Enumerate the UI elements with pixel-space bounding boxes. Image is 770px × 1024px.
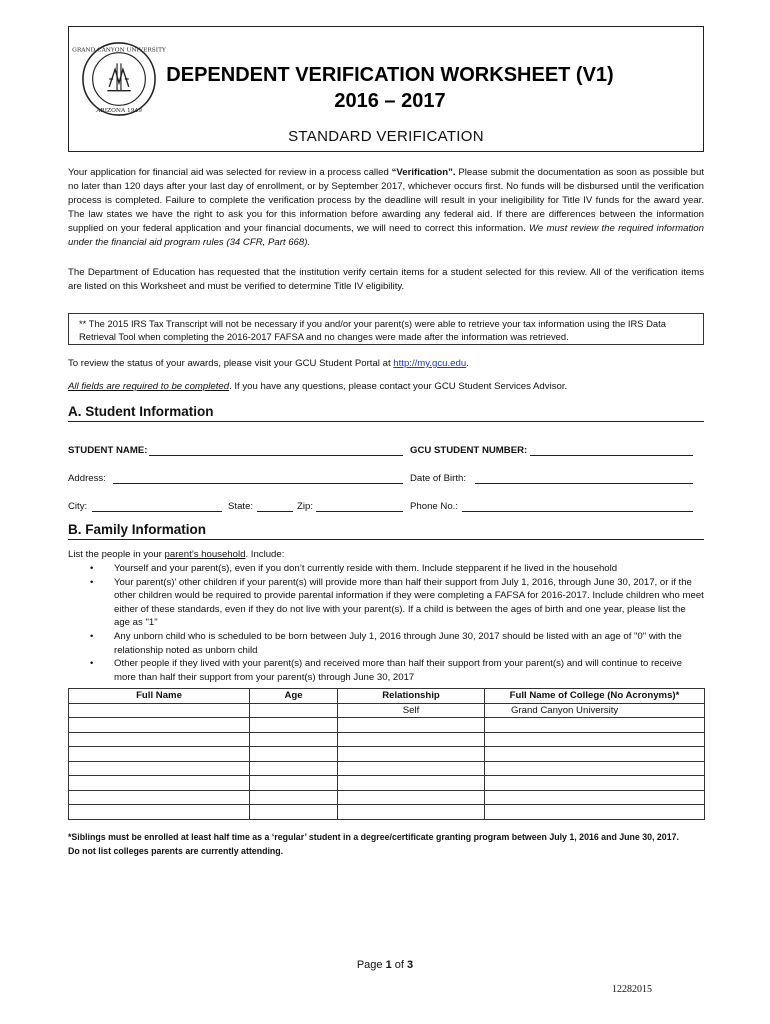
footnote-line-1: *Siblings must be enrolled at least half time as a ‘regular’ student in a degree/certificate granting program between July 1, 2016 and June 30, 2017. xyxy=(68,832,679,842)
cell-name[interactable] xyxy=(69,747,250,762)
dob-label: Date of Birth: xyxy=(410,473,466,484)
section-b-heading: B. Family Information xyxy=(68,522,704,540)
required-text: All fields are required to be completed xyxy=(68,381,230,392)
family-lead-text xyxy=(68,548,704,562)
page-subtitle: STANDARD VERIFICATION xyxy=(288,128,484,145)
portal-paragraph xyxy=(68,357,704,371)
required-end: . If you have any questions, please contact your GCU Student Services Advisor. xyxy=(229,381,568,392)
cell-name[interactable] xyxy=(69,776,250,791)
cell-relationship[interactable]: Self xyxy=(338,703,485,718)
col-full-name: Full Name xyxy=(69,689,250,704)
intro-text-c: Please submit the documentation as soon as possible but no later than 120 days after your last day of enrollment, or by September 2017, whichever occurs first. No funds will be disbursed until the verification process is completed. Failure to complete the verification process by the deadline will result in your ineligibility for Title IV funds for the award year. The law states we have the right to ask you for this information before awarding any federal aid. If there are differences between the information supplied on your federal application and your financial documents, we will need to correct this information. xyxy=(68,167,704,234)
irs-note-box: ** The 2015 IRS Tax Transcript will not be necessary if you and/or your parent(s) were able to retrieve your tax information using the IRS Data Retrieval Tool when completing the 2016-2017 FAFSA and no changes were made after the information was retrieved. xyxy=(68,313,704,345)
cell-name[interactable] xyxy=(69,805,250,820)
bullet-text: Other people if they lived with your parent(s) and received more than half their support from your parent(s) and will continue to receive more than half their support from your parent(s) through June 30, 2017 xyxy=(114,658,682,683)
cell-age[interactable] xyxy=(250,805,338,820)
cell-college[interactable] xyxy=(485,747,705,762)
intro-text-bold: “Verification”. xyxy=(391,167,456,178)
phone-label: Phone No.: xyxy=(410,501,459,512)
cell-age[interactable] xyxy=(250,747,338,762)
page-number xyxy=(0,959,770,971)
cell-college[interactable] xyxy=(485,718,705,733)
cell-name[interactable] xyxy=(69,703,250,718)
city-label: City: xyxy=(68,501,88,512)
family-include-list xyxy=(70,562,704,684)
cell-college[interactable] xyxy=(485,776,705,791)
gcu-number-field[interactable] xyxy=(530,455,693,456)
svg-text:GRAND CANYON UNIVERSITY: GRAND CANYON UNIVERSITY xyxy=(72,47,166,54)
cell-college[interactable] xyxy=(485,761,705,776)
intro-paragraph xyxy=(68,166,704,250)
state-field[interactable] xyxy=(257,511,293,512)
address-field[interactable] xyxy=(113,483,403,484)
intro-text-italic: We must review the required information under the financial aid program rules (34 CFR, Part 668). xyxy=(68,223,704,248)
phone-field[interactable] xyxy=(462,511,693,512)
state-label: State: xyxy=(228,501,254,512)
zip-field[interactable] xyxy=(316,511,403,512)
college-footnote xyxy=(68,830,704,858)
list-item xyxy=(70,630,704,657)
cell-age[interactable] xyxy=(250,790,338,805)
city-field[interactable] xyxy=(92,511,222,512)
cell-relationship[interactable] xyxy=(338,790,485,805)
cell-age[interactable] xyxy=(250,761,338,776)
col-age: Age xyxy=(250,689,338,704)
svg-text:ARIZONA 1949: ARIZONA 1949 xyxy=(96,108,142,115)
cell-relationship[interactable] xyxy=(338,761,485,776)
list-item xyxy=(70,576,704,630)
portal-link[interactable]: http://my.gcu.edu xyxy=(393,358,467,369)
student-name-label: STUDENT NAME: xyxy=(68,445,148,456)
cell-name[interactable] xyxy=(69,790,250,805)
cell-college[interactable] xyxy=(485,790,705,805)
dob-field[interactable] xyxy=(475,483,693,484)
bullet-text: Any unborn child who is scheduled to be born between July 1, 2016 through June 30, 2017 should be listed with an age of "0" with the relationship noted as unborn child xyxy=(114,630,682,656)
cell-relationship[interactable] xyxy=(338,732,485,747)
title-line-2: 2016 – 2017 xyxy=(334,90,446,112)
table-row xyxy=(69,703,705,718)
form-code: 12282015 xyxy=(612,984,652,995)
family-lead-a: List the people in your xyxy=(68,549,165,560)
table-row xyxy=(69,718,705,733)
table-row xyxy=(69,790,705,805)
cell-college[interactable] xyxy=(485,732,705,747)
page-total: 3 xyxy=(407,959,414,971)
footnote-line-2: Do not list colleges parents are currently attending. xyxy=(68,846,284,856)
student-name-field[interactable] xyxy=(149,455,403,456)
family-table xyxy=(68,688,705,820)
list-item xyxy=(70,562,704,576)
zip-label: Zip: xyxy=(297,501,313,512)
list-item xyxy=(70,657,704,684)
university-seal-logo xyxy=(72,40,166,118)
table-row xyxy=(69,761,705,776)
cell-relationship[interactable] xyxy=(338,776,485,791)
page-prefix: Page xyxy=(356,959,386,971)
verification-paragraph: The Department of Education has requested that the institution verify certain items for a student selected for this review. All of the verification items are listed on this Worksheet and must be verified to determine Title IV eligibility. xyxy=(68,267,704,292)
page-mid: of xyxy=(391,959,408,971)
cell-age[interactable] xyxy=(250,703,338,718)
table-row xyxy=(69,732,705,747)
cell-name[interactable] xyxy=(69,732,250,747)
family-lead-b: parent’s household xyxy=(164,549,246,560)
bullet-text: Yourself and your parent(s), even if you don’t currently reside with them. Include stepparent if he lived in the household xyxy=(114,563,618,574)
cell-name[interactable] xyxy=(69,718,250,733)
cell-name[interactable] xyxy=(69,761,250,776)
cell-college[interactable]: Grand Canyon University xyxy=(485,703,705,718)
portal-end: . xyxy=(466,358,469,369)
bullet-icon: • xyxy=(90,658,94,670)
portal-text: To review the status of your awards, please visit your GCU Student Portal at xyxy=(68,358,394,369)
page-current: 1 xyxy=(385,959,392,971)
col-college: Full Name of College (No Acronyms)* xyxy=(485,689,705,704)
cell-relationship[interactable] xyxy=(338,718,485,733)
table-header-row xyxy=(69,689,705,704)
required-paragraph xyxy=(68,380,704,394)
cell-relationship[interactable] xyxy=(338,747,485,762)
title-line-1: DEPENDENT VERIFICATION WORKSHEET (V1) xyxy=(166,64,614,86)
bullet-icon: • xyxy=(90,630,94,642)
bullet-text: Your parent(s)’ other children if your parent(s) will provide more than half their support from July 1, 2016, through June 30, 2017, or if the other children would be required to provide parental information if they were completing a FAFSA for 2016-2017. Include children who meet either of these standards, even if they do not live with your parent(s). If a child is between the ages of birth and one year, please list the age as "1" xyxy=(114,576,704,629)
cell-college[interactable] xyxy=(485,805,705,820)
table-row xyxy=(69,747,705,762)
cell-relationship[interactable] xyxy=(338,805,485,820)
table-row xyxy=(69,776,705,791)
bullet-icon: • xyxy=(90,576,94,588)
section-a-heading: A. Student Information xyxy=(68,404,704,422)
bullet-icon: • xyxy=(90,563,94,574)
intro-text-a: Your application for financial aid was selected for review in a process called xyxy=(68,167,392,178)
cell-age[interactable] xyxy=(250,732,338,747)
cell-age[interactable] xyxy=(250,776,338,791)
page-title xyxy=(150,62,630,114)
cell-age[interactable] xyxy=(250,718,338,733)
address-label: Address: xyxy=(68,473,106,484)
col-relationship: Relationship xyxy=(338,689,485,704)
family-lead-c: . Include: xyxy=(245,549,285,560)
gcu-number-label: GCU STUDENT NUMBER: xyxy=(410,445,528,456)
table-row xyxy=(69,805,705,820)
